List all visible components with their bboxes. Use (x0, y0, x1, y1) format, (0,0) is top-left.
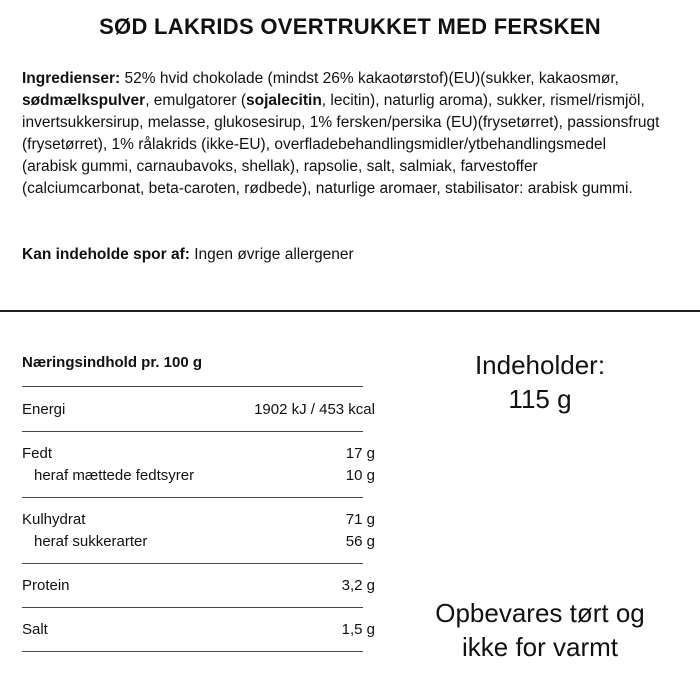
ingredients-label: Ingredienser: (22, 70, 121, 87)
nutrition-label: Protein (22, 577, 70, 594)
ingredients-part-2: , emulgatorer ( (145, 92, 246, 109)
ingredient-allergen-milk: sødmælkspulver (22, 92, 146, 109)
nutrition-title: Næringsindhold pr. 100 g (22, 354, 203, 371)
nutrition-row-carbohydrate (22, 511, 375, 528)
nutrition-row-rule (22, 431, 363, 432)
nutrition-label: Kulhydrat (22, 511, 86, 528)
nutrition-row-saturated-fat (22, 467, 375, 484)
section-divider (0, 310, 700, 312)
nutrition-value: 56 g (345, 533, 375, 550)
nutrition-value: 1,5 g (341, 621, 375, 638)
net-weight-block (440, 348, 640, 416)
nutrition-header-rule (22, 386, 363, 387)
nutrition-bottom-rule (22, 651, 363, 652)
net-weight-label: Indeholder: (474, 350, 606, 380)
nutrition-row-salt (22, 621, 375, 638)
nutrition-row-energy (22, 401, 375, 418)
nutrition-label: heraf mættede fedtsyrer (34, 467, 195, 484)
nutrition-row-rule (22, 497, 363, 498)
nutrition-value: 10 g (345, 467, 375, 484)
storage-line-2: ikke for varmt (461, 632, 619, 662)
net-weight-value: 115 g (508, 384, 572, 414)
nutrition-row-protein (22, 577, 375, 594)
product-title: SØD LAKRIDS OVERTRUKKET MED FERSKEN (99, 14, 601, 39)
nutrition-value: 3,2 g (341, 577, 375, 594)
allergen-text: Ingen øvrige allergener (189, 246, 354, 263)
nutrition-value: 17 g (345, 445, 375, 462)
ingredient-allergen-soy: sojalecitin (245, 92, 322, 109)
nutrition-value: 1902 kJ / 453 kcal (254, 401, 375, 418)
nutrition-label: Salt (22, 621, 48, 638)
nutrition-row-sugars (22, 533, 375, 550)
storage-instructions (410, 596, 670, 664)
nutrition-label: Fedt (22, 445, 53, 462)
ingredients-text (22, 68, 662, 200)
nutrition-value: 71 g (345, 511, 375, 528)
nutrition-row-rule (22, 607, 363, 608)
nutrition-label: Energi (22, 401, 66, 418)
nutrition-row-rule (22, 563, 363, 564)
allergen-label: Kan indeholde spor af: (22, 246, 190, 263)
allergen-notice (22, 244, 662, 266)
nutrition-row-fat (22, 445, 375, 462)
ingredients-part-3: , lecitin), naturlig aroma), sukker, rismel/rismjöl, invertsukkersirup, melasse, glukosesirup, 1% fersken/persika (EU)(frysetørret), passionsfrugt (frysetørret), 1% rålakrids (ikke-EU), overfladebehandlingsmidler/ytbehandlingsmedel (arabisk gummi, carnaubavoks, shellak), rapsolie, salt, salmiak, farvestoffer (calciumcarbonat, beta-caroten, rødbede), naturlige aromaer, stabilisator: arabisk gummi. (22, 92, 660, 197)
storage-line-1: Opbevares tørt og (435, 598, 645, 628)
nutrition-label: heraf sukkerarter (34, 533, 148, 550)
ingredients-part-1: 52% hvid chokolade (mindst 26% kakaotørstof)(EU)(sukker, kakaosmør, (120, 70, 619, 87)
